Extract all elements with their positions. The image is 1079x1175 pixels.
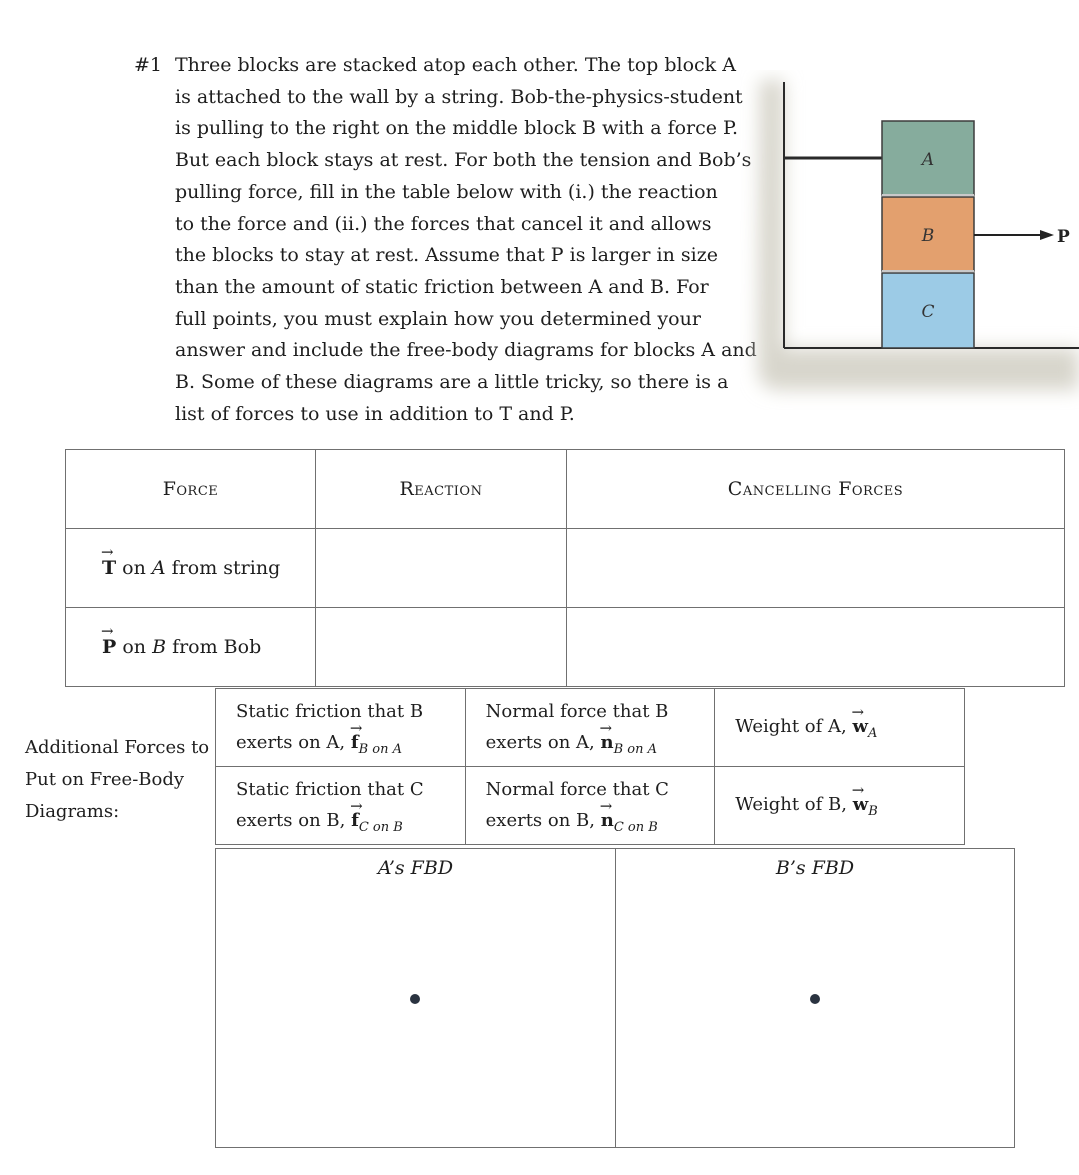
block-c-label: C [921,302,935,322]
cancelling-tension-cell[interactable] [567,529,1065,608]
problem-line-4: But each block stays at rest. For both the tension and Bob’s [175,149,752,172]
problem-line-2: is attached to the wall by a string. Bob-the-physics-student [175,85,743,108]
fbd-a-box[interactable] [215,848,616,1148]
reaction-tension-cell[interactable] [316,529,567,608]
problem-line-9: full points, you must explain how you determined your [175,307,701,330]
additional-forces-table [215,688,965,845]
fbd-a-dot [410,994,420,1004]
header-reaction: Reaction [316,450,567,529]
cancelling-pull-cell[interactable] [567,608,1065,687]
weight-a: Weight of A, → $w_A$ [715,689,965,767]
problem-line-10: answer and include the free-body diagrams for blocks A and [175,339,757,362]
friction-c-on-b: Static friction that C exerts on B, → $f_{C on B}$ [216,767,466,845]
block-b-label: B [921,226,935,246]
reaction-pull-cell[interactable] [316,608,567,687]
normal-c-on-b: Normal force that C exerts on B, → $n_{C on B}$ [465,767,715,845]
header-cancelling: Cancelling Forces [567,450,1065,529]
problem-number: #1 [134,54,163,76]
header-force: Force [66,450,316,529]
fbd-b-title: B’s FBD [775,857,855,879]
table-header-row [66,450,1065,529]
problem-line-8: than the amount of static friction between A and B. For [175,275,709,298]
table-row [66,529,1065,608]
force-tension: → T on A from string [66,529,316,608]
normal-b-on-a: Normal force that B exerts on A, → $n_{B on A}$ [465,689,715,767]
blocks-figure [740,70,1079,410]
problem-line-11: B. Some of these diagrams are a little tricky, so there is a [175,371,729,394]
problem-line-1: Three blocks are stacked atop each other. The top block A [175,54,736,76]
problem-line-5: pulling force, fill in the table below with (i.) the reaction [175,180,718,203]
problem-line-6: to the force and (ii.) the forces that cancel it and allows [175,212,712,235]
weight-b: Weight of B, → $w_B$ [715,767,965,845]
force-pull: → P on B from Bob [66,608,316,687]
force-arrow-head [1040,230,1054,240]
problem-line-12: list of forces to use in addition to T and P. [175,402,575,425]
table-row [66,608,1065,687]
fbd-a-title: A’s FBD [377,857,454,879]
block-a-label: A [921,150,935,170]
problem-line-7: the blocks to stay at rest. Assume that P is larger in size [175,244,718,267]
friction-b-on-a: Static friction that B exerts on A, → $f_{B on A}$ [216,689,466,767]
force-label: P [1057,227,1070,247]
table-row [216,689,965,767]
problem-line-3: is pulling to the right on the middle block B with a force P. [175,117,739,140]
fbd-b-dot [810,994,820,1004]
fbd-b-box[interactable] [615,848,1015,1148]
additional-forces-label: Additional Forces to Put on Free-Body Diagrams: [25,737,210,822]
problem-statement [134,50,757,430]
table-row [216,767,965,845]
pull-vector: → P [102,636,116,658]
force-table [65,449,1065,687]
tension-vector: → T [102,557,116,579]
